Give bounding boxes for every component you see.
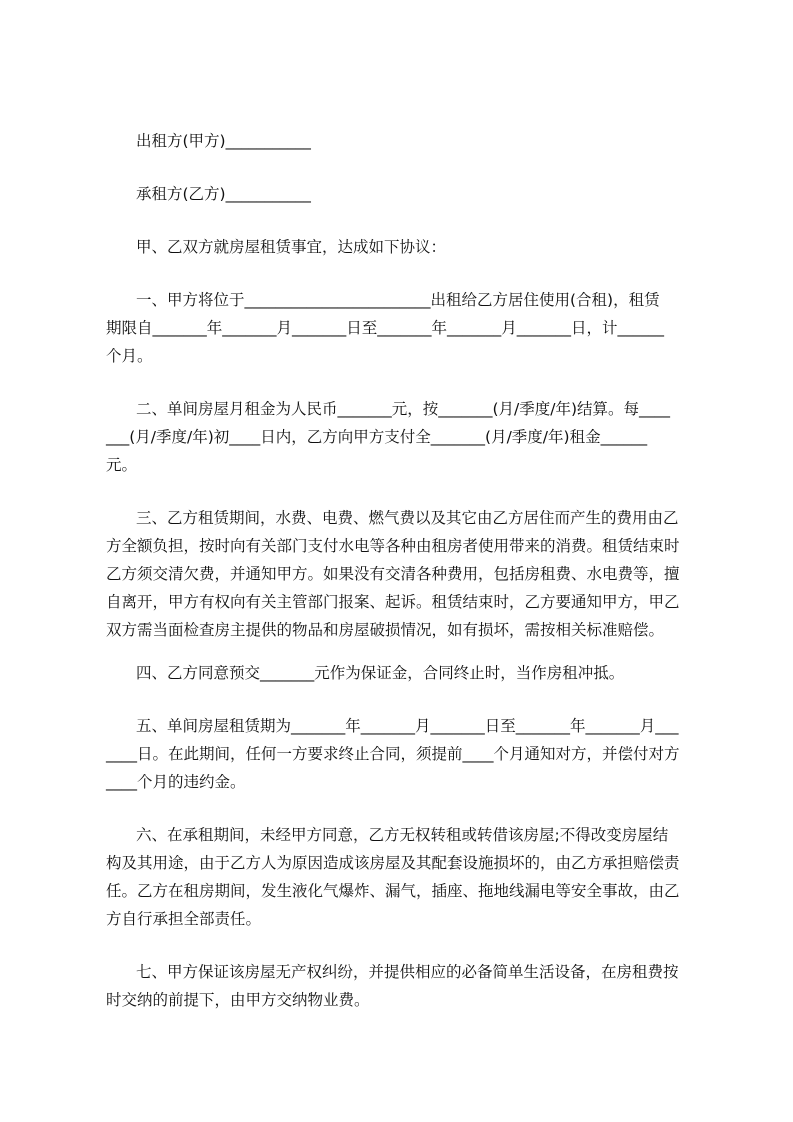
clause-line: 构及其用途，由于乙方人为原因造成该房屋及其配套设施损坏的，由乙方承担赔偿责 — [106, 854, 680, 872]
clause-line: 元。 — [106, 456, 138, 474]
clause-line: 五、单间房屋租赁期为_______年_______月_______日至_______年_______月___ — [136, 717, 679, 735]
clause-line: ____日。在此期间，任何一方要求终止合同，须提前____个月通知对方，并偿付对方 — [106, 745, 680, 763]
clause-line: 一、甲方将位于________________________出租给乙方居住使用(合租)，租赁 — [136, 291, 660, 309]
clause-line: 七、甲方保证该房屋无产权纠纷，并提供相应的必备简单生活设备，在房租费按 — [136, 963, 679, 981]
clause-line: 双方需当面检查房主提供的物品和房屋破损情况，如有损坏，需按相关标准赔偿。 — [106, 621, 665, 639]
clause-line: 自离开，甲方有权向有关主管部门报案、起诉。租赁结束时，乙方要通知甲方，甲乙 — [106, 593, 680, 611]
clause-line: 个月。 — [106, 347, 153, 365]
clause-line: ___(月/季度/年)初____日内，乙方向甲方支付全_______(月/季度/年)租金______ — [106, 428, 648, 446]
clause-line: 方全额负担，按时向有关部门支付水电等各种由租房者使用带来的消费。租赁结束时 — [106, 537, 680, 555]
clause-line: 六、在承租期间，未经甲方同意，乙方无权转租或转借该房屋;不得改变房屋结 — [136, 826, 669, 844]
clause-line: ____个月的违约金。 — [106, 773, 246, 791]
clause-line: 时交纳的前提下，由甲方交纳物业费。 — [106, 991, 370, 1009]
clause-line: 二、单间房屋月租金为人民币_______元，按_______(月/季度/年)结算。每____ — [136, 400, 671, 418]
clause-line: 任。乙方在租房期间，发生液化气爆炸、漏气，插座、拖地线漏电等安全事故，由乙 — [106, 882, 680, 900]
lessee-line: 承租方(乙方)___________ — [136, 185, 311, 203]
clause-line: 乙方须交清欠费，并通知甲方。如果没有交清各种费用，包括房租费、水电费等，擅 — [106, 565, 680, 583]
clause-line: 四、乙方同意预交_______元作为保证金，合同终止时，当作房租冲抵。 — [136, 664, 625, 682]
clause-line: 期限自_______年_______月_______日至_______年_______月_______日，计______ — [106, 319, 665, 337]
intro-line: 甲、乙双方就房屋租赁事宜，达成如下协议： — [136, 238, 447, 256]
clause-line: 三、乙方租赁期间，水费、电费、燃气费以及其它由乙方居住而产生的费用由乙 — [136, 509, 679, 527]
clause-line: 方自行承担全部责任。 — [106, 910, 262, 928]
lessor-line: 出租方(甲方)___________ — [136, 132, 311, 150]
